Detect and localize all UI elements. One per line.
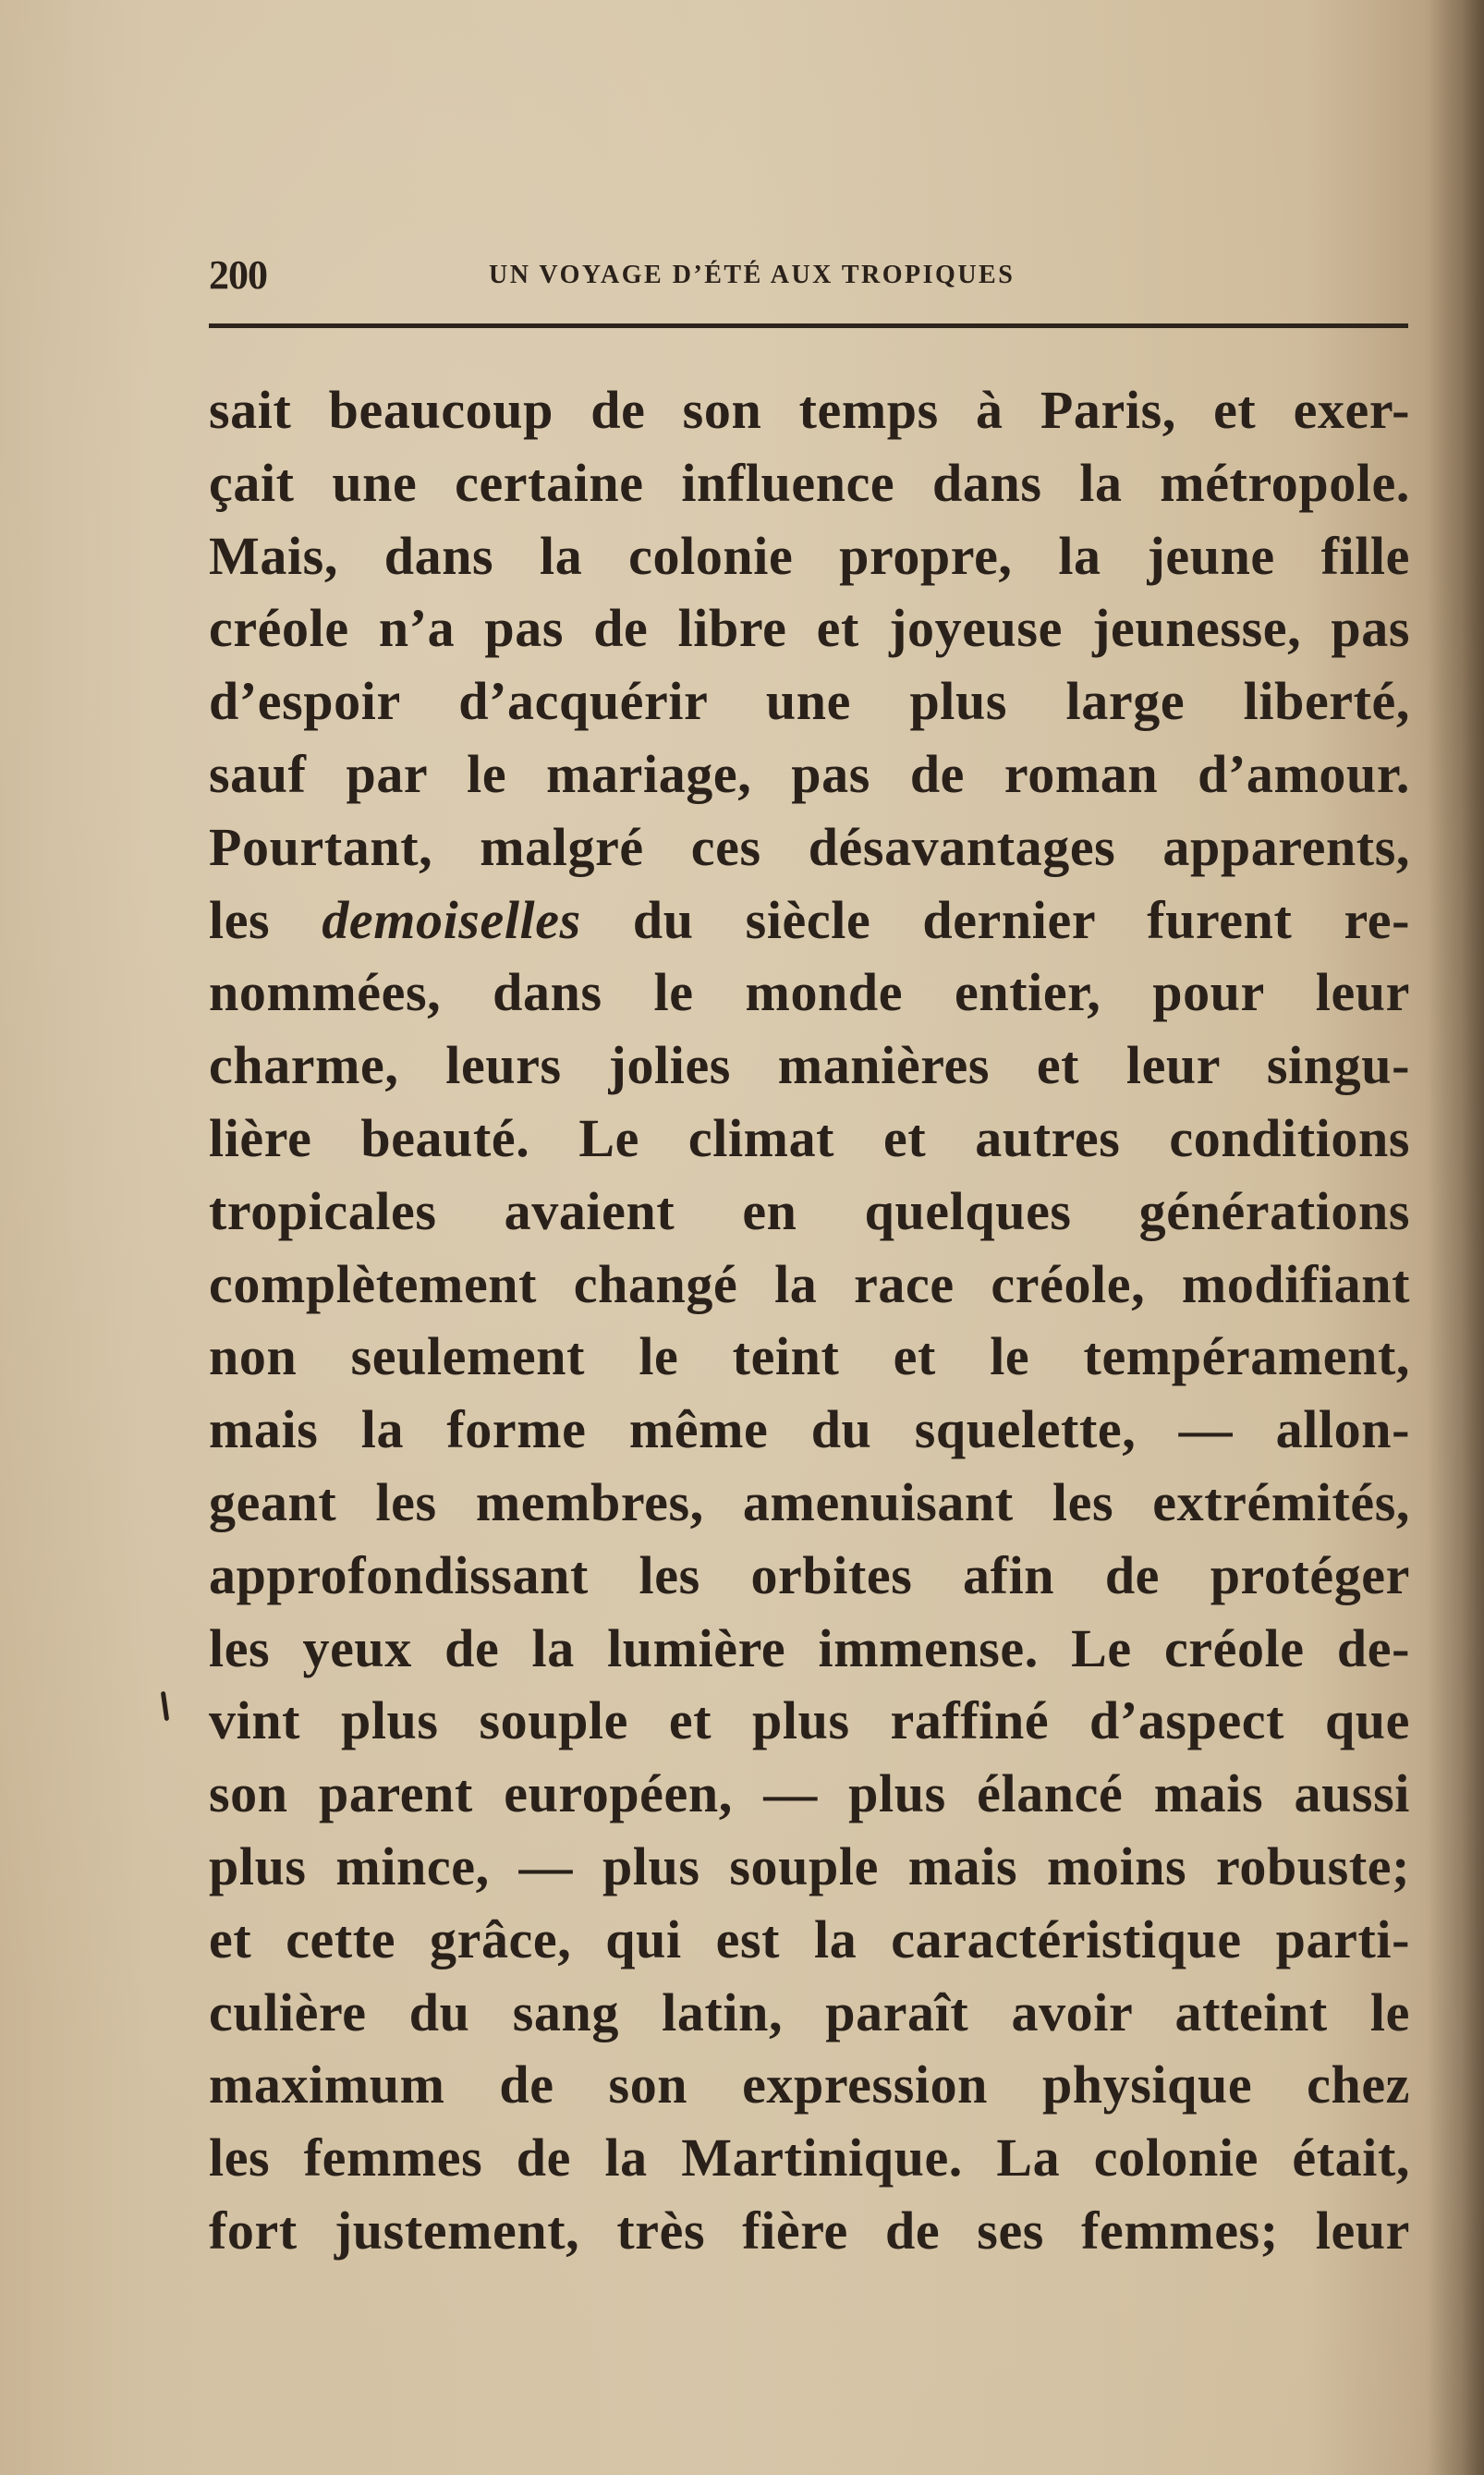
text-line: geant les membres, amenuisant les extrémités, xyxy=(209,1471,1410,1532)
text-line: sauf par le mariage, pas de roman d’amour. xyxy=(209,743,1410,804)
text-line: fort justement, très fière de ses femmes; leur xyxy=(209,2200,1410,2261)
text-line: complètement changé la race créole, modifiant xyxy=(209,1253,1410,1314)
running-head xyxy=(209,251,1410,307)
text-line: tropicales avaient en quelques générations xyxy=(209,1180,1410,1241)
text-line: plus mince, — plus souple mais moins robuste; xyxy=(209,1835,1410,1896)
text-line: maximum de son expression physique chez xyxy=(209,2054,1410,2115)
text-line: culière du sang latin, paraît avoir atteint le xyxy=(209,1981,1410,2042)
italic-word: demoiselles xyxy=(322,889,581,950)
text-line: non seulement le teint et le tempérament, xyxy=(209,1326,1410,1387)
text-line xyxy=(209,884,1410,957)
text-line: créole n’a pas de libre et joyeuse jeunesse, pas xyxy=(209,598,1410,659)
text-line: sait beaucoup de son temps à Paris, et exer- xyxy=(209,380,1410,440)
book-title: UN VOYAGE D’ÉTÉ AUX TROPIQUES xyxy=(489,261,1016,289)
page-number: 200 xyxy=(209,252,267,298)
text-line: les yeux de la lumière immense. Le créole de- xyxy=(209,1617,1410,1678)
text-line: les femmes de la Martinique. La colonie était, xyxy=(209,2128,1410,2188)
text-line: Pourtant, malgré ces désavantages apparents, xyxy=(209,816,1410,877)
text-line: d’espoir d’acquérir une plus large liberté, xyxy=(209,671,1410,732)
text-line: son parent européen, — plus élancé mais aussi xyxy=(209,1763,1410,1824)
text-line: et cette grâce, qui est la caractéristique parti- xyxy=(209,1908,1410,1969)
text-line: nommées, dans le monde entier, pour leur xyxy=(209,962,1410,1023)
text-line: çait une certaine influence dans la métropole. xyxy=(209,452,1410,513)
text-line: lière beauté. Le climat et autres conditions xyxy=(209,1107,1410,1168)
text-line: approfondissant les orbites afin de protéger xyxy=(209,1544,1410,1605)
page-edge-shadow xyxy=(1429,0,1484,2475)
text-line: charme, leurs jolies manières et leur singu- xyxy=(209,1035,1410,1096)
text-line: vint plus souple et plus raffiné d’aspect que xyxy=(209,1690,1410,1751)
body-text xyxy=(209,374,1410,2268)
text-segment: du siècle dernier furent re- xyxy=(632,889,1411,950)
text-segment: les xyxy=(209,889,271,950)
text-line: mais la forme même du squelette, — allon- xyxy=(209,1399,1410,1460)
text-line: Mais, dans la colonie propre, la jeune fille xyxy=(209,525,1410,586)
header-rule xyxy=(209,323,1408,328)
margin-pencil-mark xyxy=(161,1691,169,1721)
